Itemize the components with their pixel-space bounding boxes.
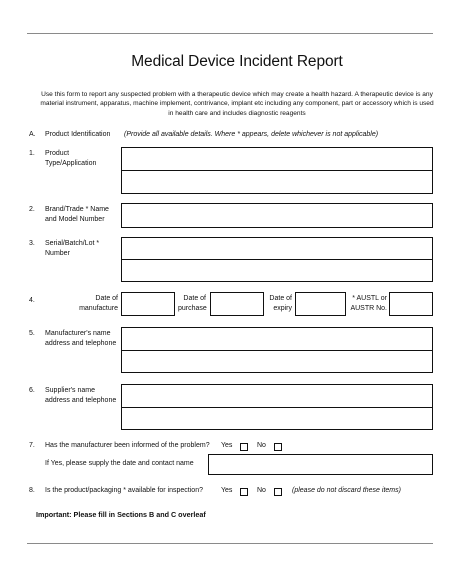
date-manufacture-label: Date of manufacture bbox=[79, 295, 118, 312]
no-label: No bbox=[257, 442, 266, 449]
manufacturer-contact-label: If Yes, please supply the date and contact name bbox=[45, 460, 194, 467]
field-divider bbox=[122, 407, 432, 408]
serial-number-label-line1: Serial/Batch/Lot * bbox=[45, 240, 100, 247]
important-note: Important: Please fill in Sections B and C overleaf bbox=[36, 510, 206, 519]
date-manufacture-field[interactable] bbox=[121, 292, 175, 316]
item-number-2: 2. bbox=[29, 206, 35, 213]
date-expiry-field[interactable] bbox=[295, 292, 346, 316]
section-note: (Provide all available details. Where * appears, delete whichever is not applicable) bbox=[124, 131, 379, 138]
item-number-1: 1. bbox=[29, 150, 35, 157]
brand-name-label: Brand/Trade * Name and Model Number bbox=[45, 206, 109, 223]
inspection-question: Is the product/packaging * available for inspection? bbox=[45, 487, 203, 494]
section-heading: Product Identification bbox=[45, 131, 111, 138]
date-expiry-label: Date of expiry bbox=[269, 295, 292, 312]
bottom-rule bbox=[27, 543, 433, 544]
informed-yes-checkbox[interactable] bbox=[240, 443, 248, 451]
item-number-7: 7. bbox=[29, 442, 35, 449]
austl-field[interactable] bbox=[389, 292, 433, 316]
no-label: No bbox=[257, 487, 266, 494]
product-type-field[interactable] bbox=[121, 147, 433, 194]
yes-label: Yes bbox=[221, 442, 233, 449]
date-purchase-label: Date of purchase bbox=[178, 295, 207, 312]
inspection-note: (please do not discard these items) bbox=[292, 487, 401, 494]
serial-number-field[interactable] bbox=[121, 237, 433, 282]
serial-number-label-line2: Number bbox=[45, 250, 70, 257]
manufacturer-field[interactable] bbox=[121, 327, 433, 373]
inspection-no-checkbox[interactable] bbox=[274, 488, 282, 496]
field-divider bbox=[122, 350, 432, 351]
inspection-yes-checkbox[interactable] bbox=[240, 488, 248, 496]
date-purchase-field[interactable] bbox=[210, 292, 264, 316]
intro-text: Use this form to report any suspected problem with a therapeutic device which may create a health hazard. A therapeutic device is any material instrument, apparatus, machine implement, contrivance, implant etc including any component, part or accessory which is used in health care and includes diagnostic reagents bbox=[40, 91, 434, 117]
item-number-3: 3. bbox=[29, 240, 35, 247]
brand-model-field[interactable] bbox=[121, 203, 433, 228]
supplier-field[interactable] bbox=[121, 384, 433, 430]
manufacturer-contact-field[interactable] bbox=[208, 454, 433, 475]
item-number-5: 5. bbox=[29, 330, 35, 337]
supplier-label: Supplier's name address and telephone bbox=[45, 387, 117, 404]
item-number-4: 4. bbox=[29, 297, 35, 304]
austl-label: * AUSTL or AUSTR No. bbox=[350, 295, 387, 312]
yes-label: Yes bbox=[221, 487, 233, 494]
item-number-6: 6. bbox=[29, 387, 35, 394]
page-title: Medical Device Incident Report bbox=[131, 53, 343, 70]
section-letter: A. bbox=[29, 131, 36, 138]
field-divider bbox=[122, 170, 432, 171]
manufacturer-label: Manufacturer's name address and telephone bbox=[45, 330, 117, 347]
top-rule bbox=[27, 33, 433, 34]
manufacturer-informed-question: Has the manufacturer been informed of the problem? bbox=[45, 442, 210, 449]
informed-no-checkbox[interactable] bbox=[274, 443, 282, 451]
field-divider bbox=[122, 259, 432, 260]
product-type-label: Product Type/Application bbox=[45, 150, 97, 167]
item-number-8: 8. bbox=[29, 487, 35, 494]
